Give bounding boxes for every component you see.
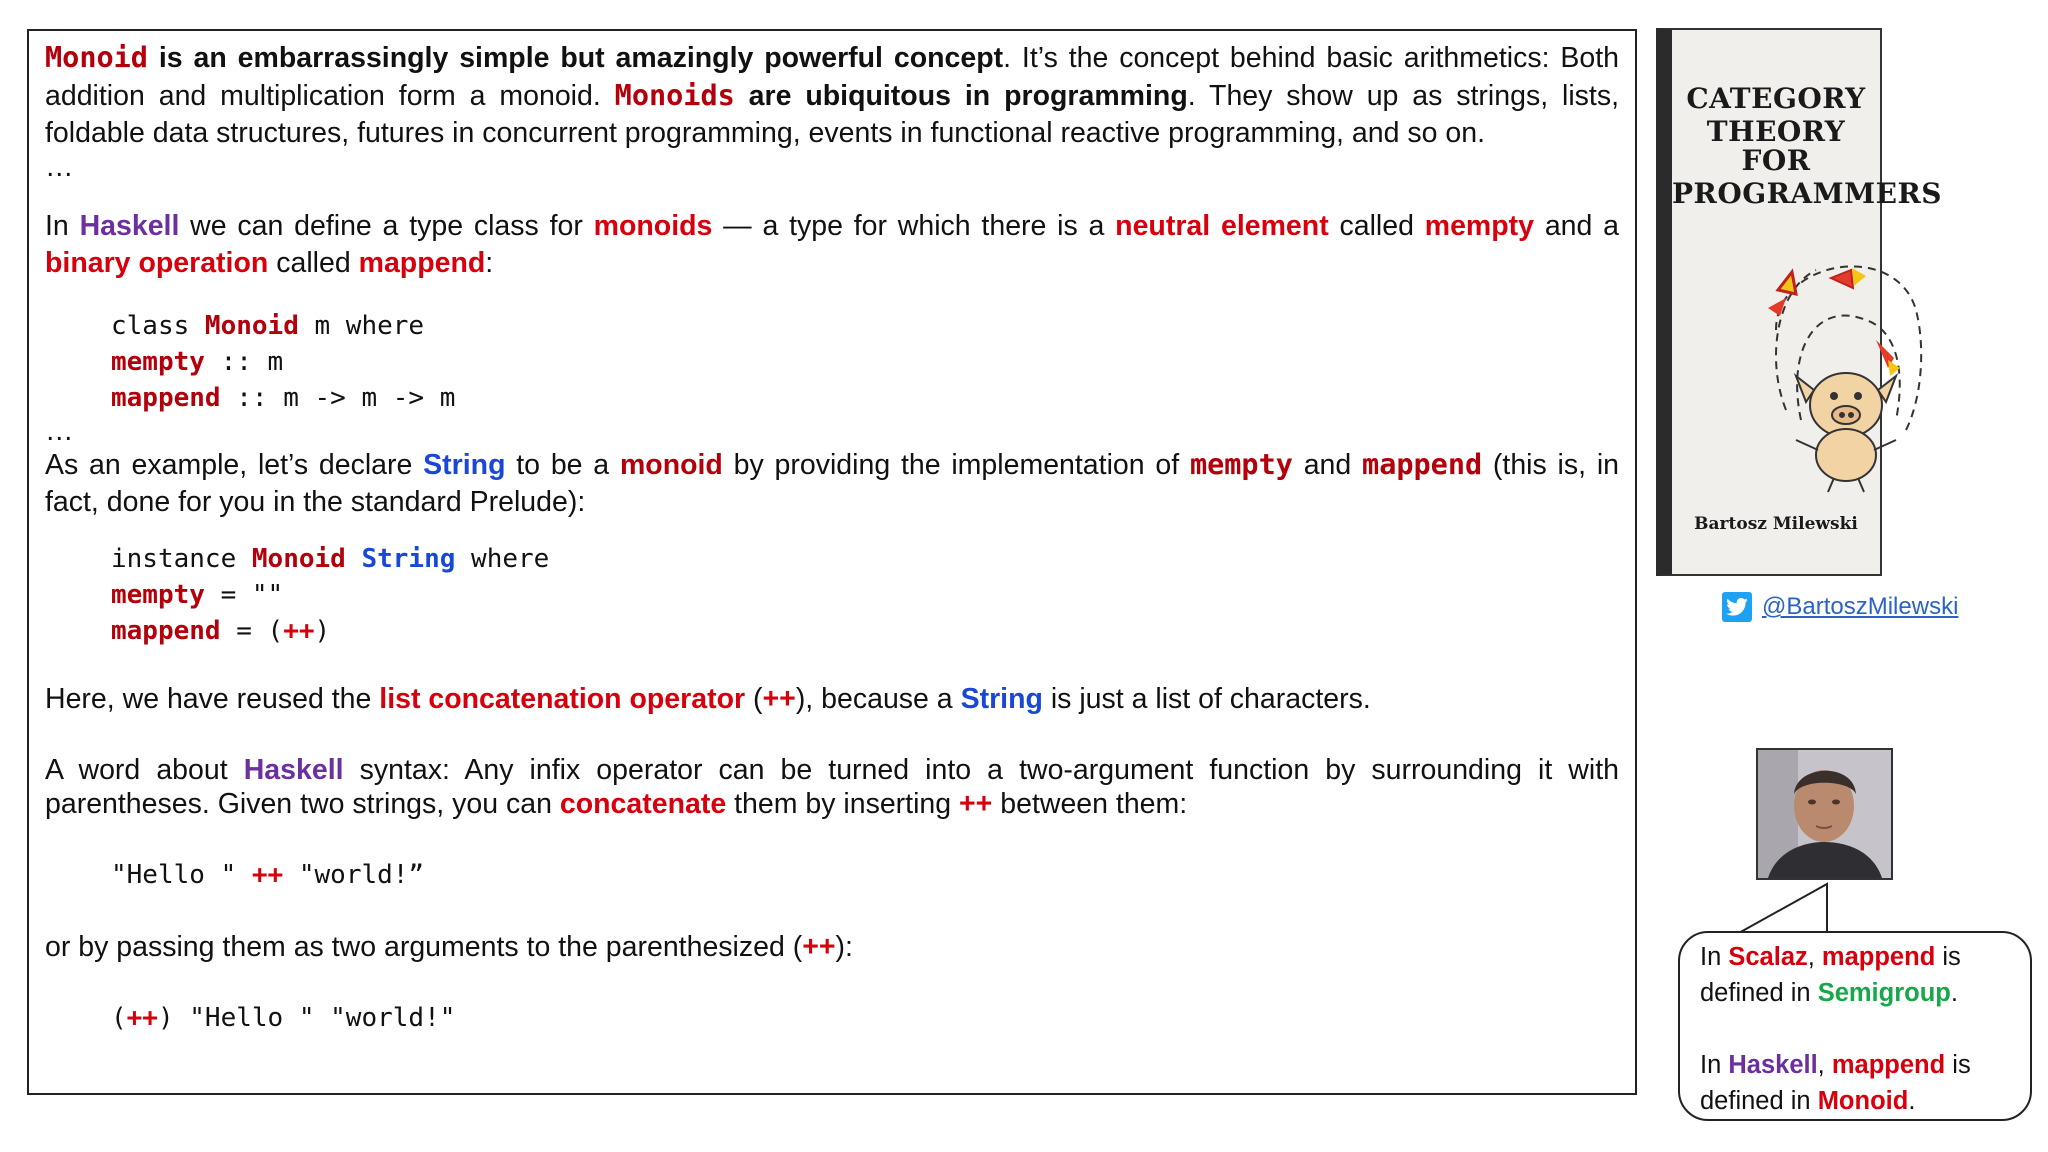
- code-line: mempty = "": [111, 580, 284, 610]
- term-neutral-element: neutral element: [1115, 210, 1329, 242]
- keyword-monoids: Monoids: [614, 79, 735, 112]
- text: . They show up as strings, lists, foldable data structures, futures in concurrent programming, events in functional reactive programming, and so on.: [45, 80, 1620, 149]
- ellipsis: …: [45, 151, 74, 183]
- bold-phrase: are ubiquitous in programming: [734, 80, 1188, 112]
- term-haskell: Haskell: [1728, 1051, 1818, 1079]
- ellipsis: …: [45, 415, 74, 447]
- term-binary-operation: binary operation: [45, 247, 269, 279]
- keyword-monoid: Monoid: [45, 41, 148, 74]
- bubble-line: In Haskell, mappend is: [1700, 1051, 1971, 1079]
- term-monoid: Monoid: [1817, 1087, 1909, 1115]
- twitter-bird-icon: [1722, 592, 1752, 622]
- term-mappend: mappend: [1362, 448, 1483, 481]
- text: :: [485, 247, 494, 279]
- bubble-line: In Scalaz, mappend is: [1700, 943, 1961, 971]
- text: called: [268, 247, 359, 279]
- term-string: String: [423, 449, 506, 481]
- text: called: [1328, 210, 1425, 242]
- term-mappend: mappend: [1821, 943, 1936, 971]
- term-concatenate: concatenate: [559, 788, 727, 820]
- term-mappend: mappend: [358, 247, 486, 279]
- term-haskell: Haskell: [79, 210, 180, 242]
- paragraph-reuse: Here, we have reused the list concatenation operator (++), because a String is just a list of characters.: [45, 683, 1371, 715]
- code-line: mappend = (++): [111, 616, 331, 646]
- text: . It’s the concept behind basic arithmetics: Both addition and multiplication form a monoid.: [45, 42, 1619, 112]
- term-mempty: mempty: [1424, 210, 1535, 242]
- text: we can define a type class for: [179, 210, 594, 242]
- bubble-line: defined in Monoid.: [1700, 1087, 1916, 1115]
- juggling-pig-illustration: [1756, 230, 1936, 500]
- term-mempty: mempty: [1189, 448, 1293, 481]
- term-semigroup: Semigroup: [1817, 979, 1951, 1007]
- term-string: String: [960, 683, 1043, 715]
- paragraph-syntax: A word about Haskell syntax: Any infix operator can be turned into a two-argument function by surrounding it with parentheses. Given two strings, you can concatenate them by inserting ++ between them:: [45, 754, 1619, 820]
- term-scalaz: Scalaz: [1728, 943, 1808, 971]
- paragraph-parenthesized: or by passing them as two arguments to the parenthesized (++):: [45, 931, 853, 963]
- paragraph-example: As an example, let’s declare String to be a monoid by providing the implementation of mempty and mappend (this is, in fact, done for you in the standard Prelude):: [45, 448, 1620, 518]
- book-title-line2: FOR PROGRAMMERS: [1672, 144, 1942, 210]
- code-hello-world-infix: "Hello " ++ "world!”: [111, 860, 425, 890]
- bubble-line: defined in Semigroup.: [1700, 979, 1958, 1007]
- term-monoids: monoids: [593, 210, 713, 242]
- author-photo: [1756, 748, 1893, 880]
- code-block-instance: [45, 541, 1619, 649]
- book-author: Bartosz Milewski: [1694, 514, 1858, 534]
- text: In: [45, 210, 80, 242]
- code-line: mempty :: m: [111, 347, 284, 377]
- book-title-line1: CATEGORY THEORY: [1686, 82, 1866, 148]
- term-haskell: Haskell: [243, 754, 344, 786]
- code-line: class Monoid m where: [111, 311, 425, 341]
- term-list-concatenation-operator: list concatenation operator: [379, 683, 746, 715]
- twitter-handle-link[interactable]: @BartoszMilewski: [1762, 593, 1959, 620]
- text: — a type for which there is a: [712, 210, 1116, 242]
- bold-phrase: is an embarrassingly simple but amazingly powerful concept: [147, 42, 1004, 74]
- operator-plusplus: ++: [959, 788, 993, 820]
- book-cover: [1656, 28, 1942, 576]
- paragraph-intro: [45, 39, 1619, 152]
- code-line: instance Monoid String where: [111, 544, 550, 574]
- operator-plusplus: ++: [802, 931, 836, 963]
- term-monoid: monoid: [619, 449, 723, 481]
- code-line: mappend :: m -> m -> m: [111, 383, 456, 413]
- twitter-handle-row[interactable]: [1722, 592, 1958, 622]
- code-hello-world-prefix: (++) "Hello " "world!": [111, 1003, 456, 1033]
- main-text-panel: [27, 29, 1637, 1095]
- term-mappend: mappend: [1831, 1051, 1946, 1079]
- speech-bubble: [1678, 931, 2032, 1121]
- operator-plusplus: ++: [762, 683, 796, 715]
- speech-bubble-tail: [1735, 882, 1835, 936]
- text: and a: [1534, 210, 1620, 242]
- paragraph-typeclass: [45, 208, 1619, 282]
- code-block-class: [45, 308, 1619, 416]
